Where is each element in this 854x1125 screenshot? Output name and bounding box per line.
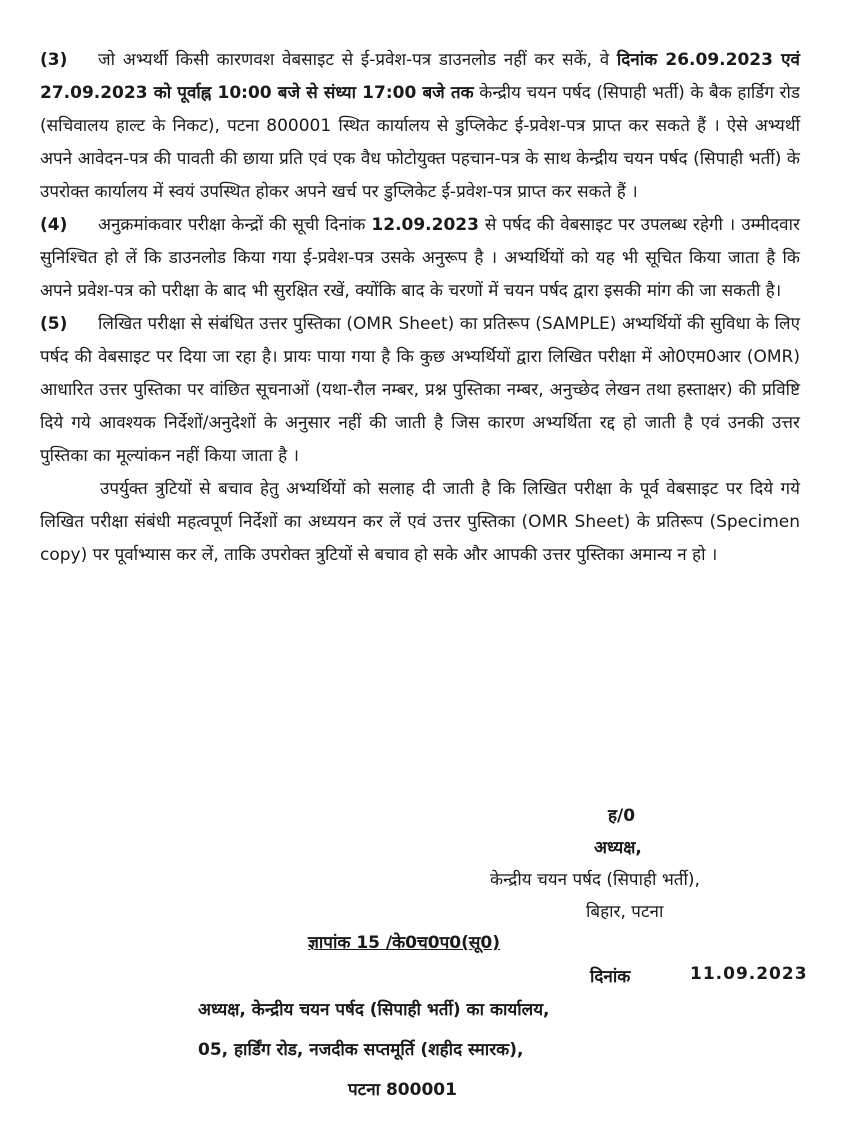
signatory-place: बिहार, पटना — [586, 902, 664, 922]
paragraph-text: लिखित परीक्षा से संबंधित उत्तर पुस्तिका (OMR Sheet) का प्रतिरूप (SAMPLE) अभ्यर्थियों की सुविधा के लिए पर्षद की वेबसाइट पर दिया जा रहा है। प्रायः पाया गया है कि कुछ अभ्यर्थियों द्वारा लिखित परीक्षा में ओ0एम0आर (OMR) आधारित उत्तर पुस्तिका पर वांछित सूचनाओं (यथा-रौल नम्बर, प्रश्न पुस्तिका नम्बर, अनुच्छेद लेखन तथा हस्ताक्षर) की प्रविष्टि दिये गये आवश्यक निर्देशों/अनुदेशों के अनुसार नहीं की जाती है जिस कारण अभ्यर्थिता रद्द हो जाती है एवं उनकी उत्तर पुस्तिका का मूल्यांकन नहीं किया जाता है । — [40, 314, 800, 466]
paragraph-number: (4) — [40, 215, 68, 235]
advisory-paragraph: उपर्युक्त त्रुटियों से बचाव हेतु अभ्यर्थियों को सलाह दी जाती है कि लिखित परीक्षा के पूर्व वेबसाइट पर दिये गये लिखित परीक्षा संबंधी महत्वपूर्ण निर्देशों का अध्ययन कर लें एवं उत्तर पुस्तिका (OMR Sheet) के प्रतिरूप (Specimen copy) पर पूर्वाभ्यास कर लें, ताकि उपरोक्त त्रुटियों से बचाव हो सके और आपकी उत्तर पुस्तिका अमान्य न हो । — [40, 479, 800, 565]
paragraph-4 — [40, 209, 800, 308]
paragraph-text: जो अभ्यर्थी किसी कारणवश वेबसाइट से ई-प्रवेश-पत्र डाउनलोड नहीं कर सकें, वे — [98, 50, 617, 70]
paragraph-3 — [40, 44, 800, 209]
address-line-3: पटना 800001 — [348, 1080, 457, 1100]
notice-body — [40, 44, 800, 572]
office-address — [198, 990, 550, 1110]
address-line-1: अध्यक्ष, केन्द्रीय चयन पर्षद (सिपाही भर्ती) का कार्यालय, — [198, 1000, 550, 1020]
paragraph-bold-text: 12.09.2023 — [371, 215, 479, 235]
date-value: 11.09.2023 — [690, 964, 808, 984]
signed-mark: ह/0 — [608, 806, 636, 826]
paragraph-text: केन्द्रीय चयन पर्षद (सिपाही भर्ती) के बैक हार्डिग रोड (सचिवालय हाल्ट के निकट), पटना 800001 स्थित कार्यालय से डुप्लिकेट ई-प्रवेश-पत्र प्राप्त कर सकते हैं । ऐसे अभ्यर्थी अपने आवेदन-पत्र की पावती की छाया प्रति एवं एक वैध फोटोयुक्त पहचान-पत्र के साथ केन्द्रीय चयन पर्षद (सिपाही भर्ती) के उपरोक्त कार्यालय में स्वयं उपस्थित होकर अपने खर्च पर डुप्लिकेट ई-प्रवेश-पत्र प्राप्त कर सकते हैं । — [40, 83, 800, 202]
paragraph-text: अनुक्रमांकवार परीक्षा केन्द्रों की सूची दिनांक — [98, 215, 372, 235]
paragraph-bold-text: दिनांक 26.09.2023 एवं 27.09.2023 को पूर्वाह्न 10:00 बजे से संध्या 17:00 बजे तक — [40, 50, 800, 103]
signatory-designation: अध्यक्ष, — [594, 838, 642, 858]
paragraph-5 — [40, 308, 800, 473]
signature-block — [490, 800, 810, 928]
paragraph-number: (5) — [40, 314, 68, 334]
address-line-2: 05, हार्डिंग रोड, नजदीक सप्तमूर्ति (शहीद स्मारक), — [198, 1040, 524, 1060]
memo-number: ज्ञापांक 15 /के0च0प0(सू0) — [308, 933, 500, 953]
paragraph-number: (3) — [40, 50, 68, 70]
signatory-office: केन्द्रीय चयन पर्षद (सिपाही भर्ती), — [490, 870, 700, 890]
date-label: दिनांक — [590, 967, 631, 987]
paragraph-text: से पर्षद की वेबसाइट पर उपलब्ध रहेगी । उम्मीदवार सुनिश्चित हो लें कि डाउनलोड किया गया ई-प्रवेश-पत्र उसके अनुरूप है । अभ्यर्थियों को यह भी सूचित किया जाता है कि अपने प्रवेश-पत्र को परीक्षा के बाद भी सुरक्षित रखें, क्योंकि बाद के चरणों में चयन पर्षद द्वारा इसकी मांग की जा सकती है। — [40, 215, 800, 301]
